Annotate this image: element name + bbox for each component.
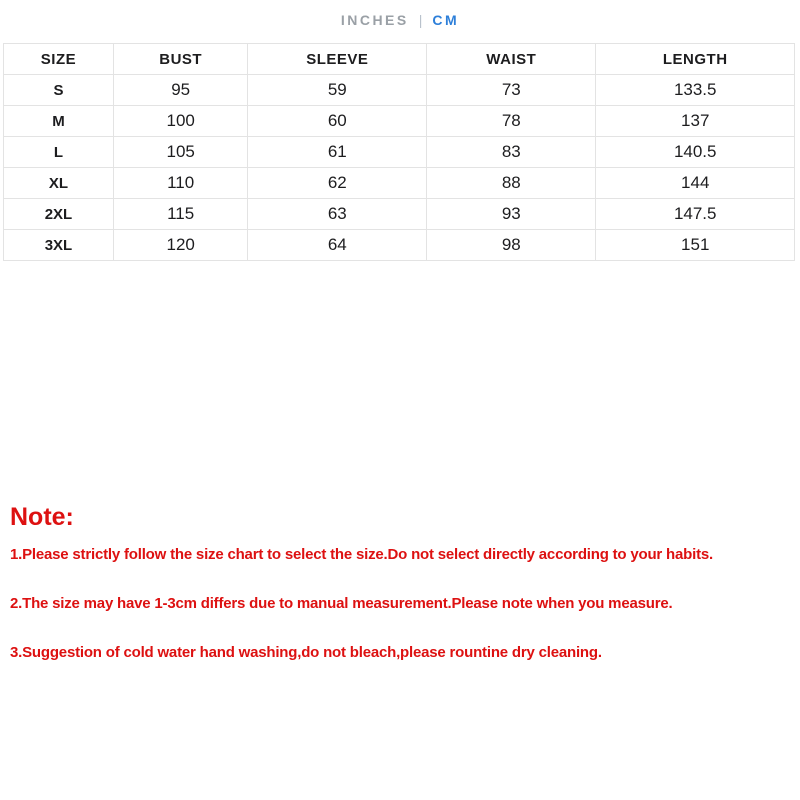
column-header: WAIST <box>427 44 596 75</box>
column-header: SLEEVE <box>248 44 427 75</box>
measurement-cell: 151 <box>596 230 795 261</box>
measurement-cell: 115 <box>113 199 247 230</box>
measurement-cell: 100 <box>113 106 247 137</box>
notes-heading: Note: <box>10 503 74 531</box>
measurement-cell: 60 <box>248 106 427 137</box>
table-row <box>4 168 795 199</box>
size-chart-section <box>3 43 795 261</box>
note-line-1: 1.Please strictly follow the size chart to select the size.Do not select directly according to your habits. <box>10 546 713 563</box>
unit-toggle <box>0 12 800 28</box>
measurement-cell: 83 <box>427 137 596 168</box>
size-cell: L <box>4 137 114 168</box>
measurement-cell: 61 <box>248 137 427 168</box>
table-row <box>4 137 795 168</box>
measurement-cell: 73 <box>427 75 596 106</box>
size-chart-table <box>3 43 795 261</box>
column-header: SIZE <box>4 44 114 75</box>
measurement-cell: 63 <box>248 199 427 230</box>
measurement-cell: 64 <box>248 230 427 261</box>
measurement-cell: 140.5 <box>596 137 795 168</box>
measurement-cell: 62 <box>248 168 427 199</box>
unit-tab-inches[interactable]: INCHES <box>340 12 409 28</box>
size-cell: M <box>4 106 114 137</box>
measurement-cell: 59 <box>248 75 427 106</box>
table-row <box>4 75 795 106</box>
table-header-row <box>4 44 795 75</box>
measurement-cell: 120 <box>113 230 247 261</box>
measurement-cell: 147.5 <box>596 199 795 230</box>
measurement-cell: 144 <box>596 168 795 199</box>
measurement-cell: 98 <box>427 230 596 261</box>
size-cell: 3XL <box>4 230 114 261</box>
note-line-2: 2.The size may have 1-3cm differs due to manual measurement.Please note when you measure. <box>10 595 673 612</box>
table-row <box>4 230 795 261</box>
measurement-cell: 93 <box>427 199 596 230</box>
measurement-cell: 105 <box>113 137 247 168</box>
notes-section <box>10 503 798 693</box>
measurement-cell: 88 <box>427 168 596 199</box>
table-body <box>4 75 795 261</box>
measurement-cell: 137 <box>596 106 795 137</box>
unit-tab-cm[interactable]: CM <box>432 12 460 28</box>
table-row <box>4 199 795 230</box>
measurement-cell: 78 <box>427 106 596 137</box>
note-line-3: 3.Suggestion of cold water hand washing,do not bleach,please rountine dry cleaning. <box>10 644 602 661</box>
size-cell: S <box>4 75 114 106</box>
measurement-cell: 95 <box>113 75 247 106</box>
measurement-cell: 110 <box>113 168 247 199</box>
table-row <box>4 106 795 137</box>
measurement-cell: 133.5 <box>596 75 795 106</box>
column-header: BUST <box>113 44 247 75</box>
size-cell: XL <box>4 168 114 199</box>
unit-toggle-divider: | <box>418 12 423 28</box>
size-cell: 2XL <box>4 199 114 230</box>
column-header: LENGTH <box>596 44 795 75</box>
